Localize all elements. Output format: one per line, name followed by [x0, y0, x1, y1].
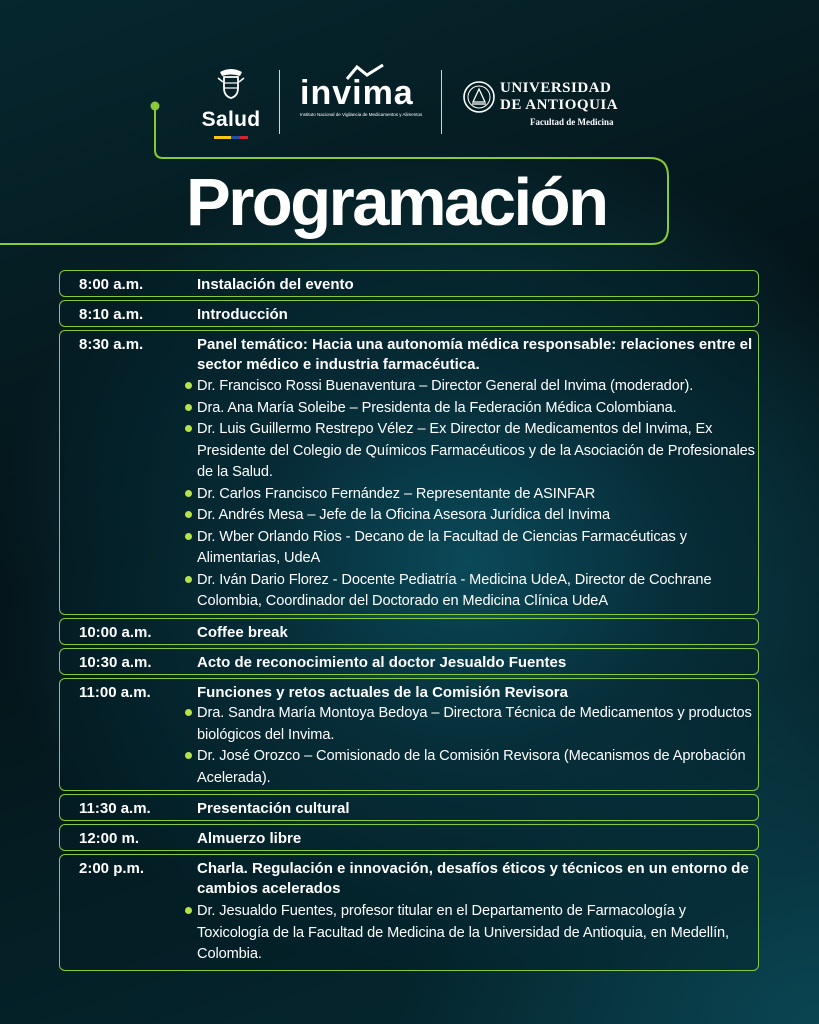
udea-logo [462, 78, 622, 138]
invima-logo [300, 76, 426, 136]
schedule-row [59, 330, 759, 615]
udea-name-line1: UNIVERSIDAD [500, 80, 612, 96]
salud-logo [196, 66, 266, 138]
speaker-item: Dr. Iván Dario Florez - Docente Pediatría - Medicina UdeA, Director de Cochrane Colombia, Coordinador del Doctorado en Medicina Clínica UdeA [184, 570, 756, 613]
schedule-row [59, 824, 759, 851]
schedule-title: Instalación del evento [197, 276, 354, 293]
schedule-row [59, 854, 759, 971]
speaker-list [184, 376, 756, 613]
logos-header [0, 66, 819, 138]
schedule-row [59, 678, 759, 791]
speaker-item: Dr. Wber Orlando Rios - Decano de la Facultad de Ciencias Farmacéuticas y Alimentarias, UdeA [184, 527, 756, 570]
schedule-time: 2:00 p.m. [79, 860, 145, 877]
schedule-time: 11:00 a.m. [79, 684, 151, 701]
schedule-title: Panel temático: Hacia una autonomía médica responsable: relaciones entre el sector médico e industria farmacéutica. [197, 336, 753, 373]
speaker-item: Dra. Ana María Soleibe – Presidenta de la Federación Médica Colombiana. [184, 398, 756, 420]
schedule-time: 10:00 a.m. [79, 624, 152, 641]
schedule-title: Acto de reconocimiento al doctor Jesualdo Fuentes [197, 654, 567, 671]
speaker-item: Dr. Francisco Rossi Buenaventura – Director General del Invima (moderador). [184, 376, 756, 398]
schedule-title: Introducción [197, 306, 288, 323]
schedule-title: Coffee break [197, 624, 288, 641]
logo-divider [441, 70, 442, 134]
schedule-row [59, 618, 759, 645]
salud-wordmark: Salud [201, 108, 261, 131]
schedule-time: 10:30 a.m. [79, 654, 152, 671]
schedule-time: 11:30 a.m. [79, 800, 151, 817]
speaker-item: Dra. Sandra María Montoya Bedoya – Directora Técnica de Medicamentos y productos biológicos del Invima. [184, 703, 756, 746]
udea-name-line2: DE ANTIOQUIA [500, 97, 619, 113]
university-seal-icon [462, 80, 496, 114]
speaker-list [184, 901, 756, 966]
schedule-row [59, 648, 759, 675]
speaker-item: Dr. Luis Guillermo Restrepo Vélez – Ex Director de Medicamentos del Invima, Ex Presidente del Colegio de Químicos Farmacéuticos y de la Asociación de Profesionales de la Salud. [184, 419, 756, 484]
schedule-title: Almuerzo libre [197, 830, 302, 847]
speaker-list [184, 703, 756, 789]
udea-faculty: Facultad de Medicina [530, 117, 614, 127]
invima-subtitle: Instituto Nacional de Vigilancia de Medicamentos y Alimentos [300, 112, 423, 117]
speaker-item: Dr. José Orozco – Comisionado de la Comisión Revisora (Mecanismos de Aprobación Acelerada). [184, 746, 756, 789]
coat-of-arms-icon [216, 66, 246, 100]
schedule-title: Charla. Regulación e innovación, desafíos éticos y técnicos en un entorno de cambios acelerados [197, 860, 749, 897]
schedule-row [59, 794, 759, 821]
schedule-time: 8:10 a.m. [79, 306, 144, 323]
schedule-time: 8:00 a.m. [79, 276, 144, 293]
speaker-item: Dr. Jesualdo Fuentes, profesor titular en el Departamento de Farmacología y Toxicología de la Facultad de Medicina de la Universidad de Antioquia, en Medellín, Colombia. [184, 901, 756, 966]
invima-wordmark [300, 76, 426, 110]
invima-wordmark-text: invima [300, 74, 414, 112]
logo-divider [279, 70, 280, 134]
schedule-title: Presentación cultural [197, 800, 350, 817]
colombia-flag-bar [214, 136, 248, 139]
schedule-title: Funciones y retos actuales de la Comisión Revisora [197, 684, 568, 701]
speaker-item: Dr. Carlos Francisco Fernández – Representante de ASINFAR [184, 484, 756, 506]
schedule-row [59, 270, 759, 297]
schedule-time: 12:00 m. [79, 830, 140, 847]
page-title: Programación [186, 165, 607, 240]
schedule-row [59, 300, 759, 327]
speaker-item: Dr. Andrés Mesa – Jefe de la Oficina Asesora Jurídica del Invima [184, 505, 756, 527]
invima-swoosh-icon [345, 63, 385, 81]
schedule-time: 8:30 a.m. [79, 336, 144, 353]
